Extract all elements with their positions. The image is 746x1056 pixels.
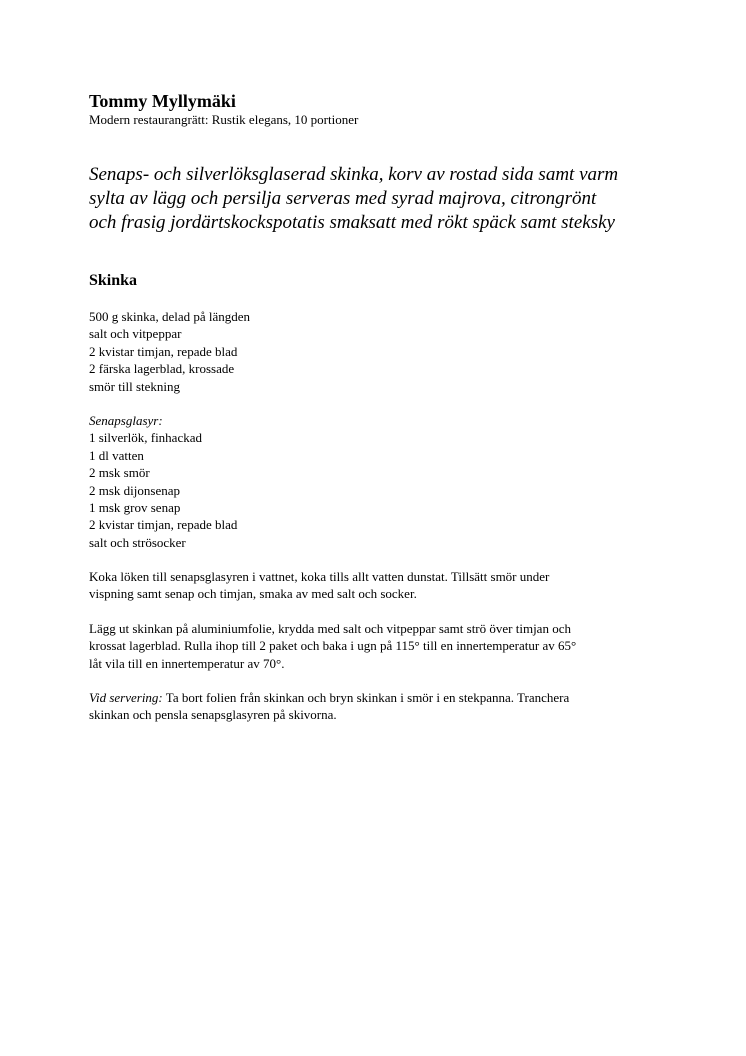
ingredient-item: smör till stekning: [89, 378, 180, 394]
glaze-ingredient-list: [89, 412, 669, 551]
instruction-line: vispning samt senap och timjan, smaka av med salt och socker.: [89, 586, 417, 602]
dish-title-line: sylta av lägg och persilja serveras med syrad majrova, citrongrönt: [89, 188, 597, 209]
ingredient-item: 2 msk smör: [89, 465, 150, 481]
instruction-line: skinkan och pensla senapsglasyren på skivorna.: [89, 707, 337, 723]
ingredient-item: 1 dl vatten: [89, 447, 144, 463]
instruction-line: Lägg ut skinkan på aluminiumfolie, krydda med salt och vitpeppar samt strö över timjan och: [89, 621, 571, 636]
dish-title-line: och frasig jordärtskockspotatis smaksatt med rökt späck samt steksky: [89, 212, 615, 233]
instruction-line: låt vila till en innertemperatur av 70°.: [89, 655, 285, 671]
ingredient-item: 1 silverlök, finhackad: [89, 430, 202, 446]
section-heading: Skinka: [89, 272, 138, 289]
ingredient-item: 2 färska lagerblad, krossade: [89, 361, 235, 377]
glaze-heading: Senapsglasyr:: [89, 413, 163, 428]
instruction-line: [89, 689, 661, 706]
recipe-page: [89, 90, 689, 723]
serving-label: Vid servering:: [89, 690, 163, 705]
instruction-line: Koka löken till senapsglasyren i vattnet, koka tills allt vatten dunstat. Tillsätt smör under: [89, 569, 550, 584]
ingredient-item: 2 kvistar timjan, repade blad: [89, 343, 238, 359]
ingredient-item: 500 g skinka, delad på längden: [89, 309, 251, 324]
ingredient-item: salt och vitpeppar: [89, 326, 182, 342]
serving-paragraph: [89, 689, 661, 724]
dish-title-line: Senaps- och silverlöksglaserad skinka, korv av rostad sida samt varm: [89, 164, 619, 185]
instruction-paragraph: [89, 620, 661, 672]
ingredient-item: 2 kvistar timjan, repade blad: [89, 517, 238, 533]
instruction-paragraph: [89, 568, 661, 603]
ingredient-item: salt och strösocker: [89, 534, 186, 550]
recipe-subtitle: Modern restaurangrätt: Rustik elegans, 10 portioner: [89, 112, 359, 127]
instruction-line: krossat lagerblad. Rulla ihop till 2 paket och baka i ugn på 115° till en innertemperatur av 65°: [89, 638, 577, 654]
serving-text: Ta bort folien från skinkan och bryn skinkan i smör i en stekpanna. Tranchera: [162, 690, 570, 705]
ingredient-item: 2 msk dijonsenap: [89, 482, 180, 498]
ingredient-list: [89, 308, 669, 395]
dish-title: [89, 163, 689, 235]
ingredient-item: 1 msk grov senap: [89, 500, 181, 516]
author-name: Tommy Myllymäki: [89, 91, 236, 111]
